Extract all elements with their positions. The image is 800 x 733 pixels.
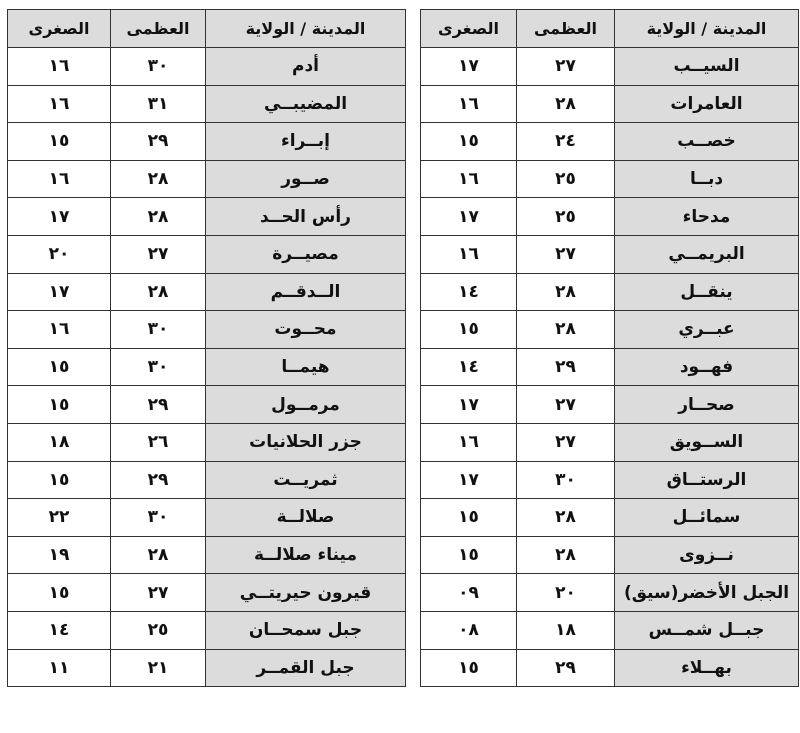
min-temp-cell: ١٦ [8,311,111,349]
table-row [8,574,406,612]
city-cell: ثمريــت [206,461,406,499]
min-temp-cell: ١٤ [421,348,517,386]
table-row [8,85,406,123]
city-cell: ميناء صلالــة [206,536,406,574]
min-temp-cell: ١٧ [421,198,517,236]
min-temp-cell: ١٦ [8,85,111,123]
max-temp-cell: ٢٨ [111,160,206,198]
table-row [8,198,406,236]
city-cell: جبل سمحــان [206,611,406,649]
table-row [421,311,799,349]
table-row [421,386,799,424]
table-row [421,235,799,273]
header-max: العظمى [111,10,206,48]
table-row [8,123,406,161]
max-temp-cell: ٢٨ [517,536,615,574]
city-cell: جبــل شمــس [615,611,799,649]
table-row [421,461,799,499]
min-temp-cell: ١٥ [8,348,111,386]
max-temp-cell: ٢٧ [517,235,615,273]
min-temp-cell: ١٦ [421,160,517,198]
min-temp-cell: ١٦ [421,85,517,123]
min-temp-cell: ١٤ [421,273,517,311]
city-cell: الرستــاق [615,461,799,499]
table-row [8,423,406,461]
city-cell: فهــود [615,348,799,386]
table-row [8,386,406,424]
table-row [8,649,406,687]
city-cell: جزر الحلانيات [206,423,406,461]
min-temp-cell: ١٥ [421,311,517,349]
max-temp-cell: ٢٨ [517,85,615,123]
max-temp-cell: ٢٨ [517,273,615,311]
min-temp-cell: ١٧ [421,386,517,424]
max-temp-cell: ٢٨ [111,198,206,236]
max-temp-cell: ٣٠ [111,499,206,537]
max-temp-cell: ٢٦ [111,423,206,461]
max-temp-cell: ٢٩ [111,123,206,161]
city-cell: ينقــل [615,273,799,311]
max-temp-cell: ٢٥ [517,160,615,198]
max-temp-cell: ٢٧ [517,423,615,461]
min-temp-cell: ١٥ [8,386,111,424]
table-row [421,649,799,687]
max-temp-cell: ٢٩ [517,649,615,687]
table-row [421,123,799,161]
max-temp-cell: ٣٠ [111,311,206,349]
city-cell: سمائــل [615,499,799,537]
max-temp-cell: ٢٩ [517,348,615,386]
city-cell: مدحاء [615,198,799,236]
city-cell: الــدقــم [206,273,406,311]
table-row [8,235,406,273]
max-temp-cell: ٢٧ [111,574,206,612]
max-temp-cell: ٢٥ [111,611,206,649]
min-temp-cell: ١٦ [421,235,517,273]
city-cell: صــور [206,160,406,198]
city-cell: جبل القمــر [206,649,406,687]
city-cell: صحــار [615,386,799,424]
table-row [421,48,799,86]
table-row [8,273,406,311]
city-cell: مصيــرة [206,235,406,273]
min-temp-cell: ١٨ [8,423,111,461]
max-temp-cell: ٢١ [111,649,206,687]
max-temp-cell: ٢٨ [111,536,206,574]
table-row [421,85,799,123]
city-cell: نــزوى [615,536,799,574]
table-row [421,611,799,649]
min-temp-cell: ١٥ [421,536,517,574]
table-row [8,348,406,386]
min-temp-cell: ١٧ [421,461,517,499]
min-temp-cell: ١٥ [8,123,111,161]
city-cell: الجبل الأخضر(سيق) [615,574,799,612]
min-temp-cell: ١٦ [8,48,111,86]
table-row [421,423,799,461]
table-row [421,160,799,198]
min-temp-cell: ٠٩ [421,574,517,612]
min-temp-cell: ١٥ [421,123,517,161]
min-temp-cell: ١٧ [8,198,111,236]
max-temp-cell: ٢٩ [111,461,206,499]
max-temp-cell: ٢٩ [111,386,206,424]
min-temp-cell: ١٧ [8,273,111,311]
header-min: الصغرى [421,10,517,48]
min-temp-cell: ٢٢ [8,499,111,537]
header-max: العظمى [517,10,615,48]
city-cell: قيرون حيريتــي [206,574,406,612]
max-temp-cell: ٣١ [111,85,206,123]
city-cell: المضيبــي [206,85,406,123]
max-temp-cell: ٣٠ [111,48,206,86]
table-row [8,536,406,574]
min-temp-cell: ١٦ [421,423,517,461]
table-row [421,273,799,311]
max-temp-cell: ٢٥ [517,198,615,236]
max-temp-cell: ٣٠ [517,461,615,499]
city-cell: السيــب [615,48,799,86]
city-cell: مرمــول [206,386,406,424]
min-temp-cell: ١٤ [8,611,111,649]
min-temp-cell: ١٦ [8,160,111,198]
city-cell: إبــراء [206,123,406,161]
city-cell: الســويق [615,423,799,461]
city-cell: العامرات [615,85,799,123]
min-temp-cell: ١٥ [8,574,111,612]
header-city: المدينة / الولاية [615,10,799,48]
city-cell: بهــلاء [615,649,799,687]
max-temp-cell: ٢٨ [517,311,615,349]
header-min: الصغرى [8,10,111,48]
max-temp-cell: ٣٠ [111,348,206,386]
table-row [421,574,799,612]
city-cell: عبــري [615,311,799,349]
table-row [8,311,406,349]
min-temp-cell: ١١ [8,649,111,687]
table-row [8,48,406,86]
header-row [421,10,799,48]
city-cell: دبــا [615,160,799,198]
max-temp-cell: ١٨ [517,611,615,649]
max-temp-cell: ٢٧ [517,386,615,424]
city-cell: رأس الحــد [206,198,406,236]
header-row [8,10,406,48]
max-temp-cell: ٢٤ [517,123,615,161]
city-cell: البريمــي [615,235,799,273]
table-row [421,198,799,236]
min-temp-cell: ١٧ [421,48,517,86]
city-cell: محــوت [206,311,406,349]
min-temp-cell: ١٥ [421,499,517,537]
weather-table-right [420,9,799,687]
city-cell: صلالــة [206,499,406,537]
max-temp-cell: ٢٧ [111,235,206,273]
city-cell: خصــب [615,123,799,161]
table-row [421,536,799,574]
table-row [8,160,406,198]
min-temp-cell: ١٥ [8,461,111,499]
max-temp-cell: ٢٨ [517,499,615,537]
table-row [8,611,406,649]
min-temp-cell: ١٥ [421,649,517,687]
min-temp-cell: ٢٠ [8,235,111,273]
table-row [421,348,799,386]
min-temp-cell: ١٩ [8,536,111,574]
city-cell: هيمــا [206,348,406,386]
table-row [421,499,799,537]
max-temp-cell: ٢٠ [517,574,615,612]
city-cell: أدم [206,48,406,86]
table-row [8,461,406,499]
weather-table-left [7,9,406,687]
header-city: المدينة / الولاية [206,10,406,48]
max-temp-cell: ٢٧ [517,48,615,86]
max-temp-cell: ٢٨ [111,273,206,311]
table-row [8,499,406,537]
min-temp-cell: ٠٨ [421,611,517,649]
